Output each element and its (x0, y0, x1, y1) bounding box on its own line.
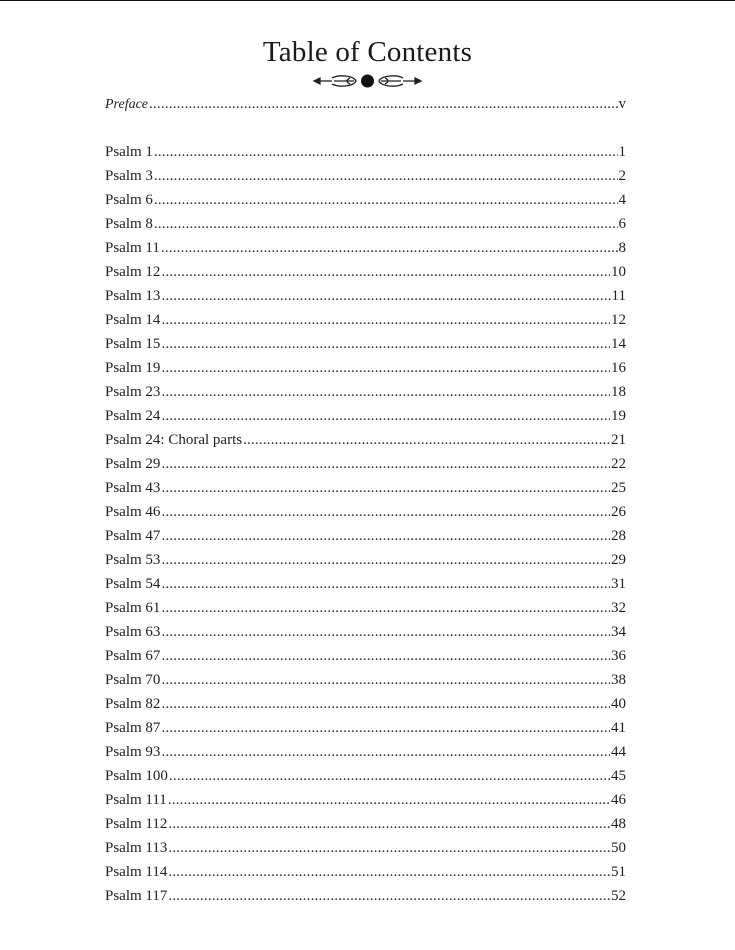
toc-entry[interactable] (105, 164, 626, 188)
toc-entry[interactable] (105, 644, 626, 668)
table-of-contents (105, 92, 626, 908)
dot-leader (154, 212, 618, 236)
dot-leader (161, 476, 610, 500)
toc-entry[interactable] (105, 692, 626, 716)
toc-page-number: 48 (611, 816, 626, 832)
toc-page-number: 2 (618, 168, 626, 184)
toc-page-number: 18 (611, 384, 626, 400)
toc-page-number: 50 (611, 840, 626, 856)
toc-page-number: 29 (611, 552, 626, 568)
toc-entry-label: Psalm 67 (105, 648, 161, 664)
toc-entry-label: Psalm 24 (105, 408, 161, 424)
toc-entry[interactable] (105, 620, 626, 644)
toc-page-number: 34 (611, 624, 626, 640)
toc-entry[interactable] (105, 596, 626, 620)
toc-entry-label: Psalm 11 (105, 240, 160, 256)
toc-entry-label: Psalm 14 (105, 312, 161, 328)
toc-entry-label: Psalm 111 (105, 792, 167, 808)
toc-entry-label: Psalm 114 (105, 864, 168, 880)
toc-page-number: 14 (611, 336, 626, 352)
dot-leader (168, 884, 610, 908)
toc-entry[interactable] (105, 260, 626, 284)
toc-page-number: 16 (611, 360, 626, 376)
toc-entry[interactable] (105, 308, 626, 332)
dot-leader (168, 788, 610, 812)
toc-entry[interactable] (105, 236, 626, 260)
section-gap (105, 116, 626, 140)
toc-page-number: 40 (611, 696, 626, 712)
toc-entry-label: Psalm 70 (105, 672, 161, 688)
toc-entry-label: Psalm 12 (105, 264, 161, 280)
dot-leader (154, 188, 618, 212)
toc-entry[interactable] (105, 476, 626, 500)
toc-page-number: 38 (611, 672, 626, 688)
dot-leader (161, 284, 610, 308)
toc-entry[interactable] (105, 452, 626, 476)
toc-entry[interactable] (105, 836, 626, 860)
dot-leader (154, 140, 618, 164)
page-title: Table of Contents (262, 36, 473, 68)
toc-page-number: 22 (611, 456, 626, 472)
toc-entry[interactable] (105, 428, 626, 452)
toc-entry-label: Psalm 8 (105, 216, 153, 232)
dot-leader (161, 404, 610, 428)
dot-leader (161, 236, 618, 260)
toc-entry-label: Psalm 24: Choral parts (105, 432, 243, 448)
toc-page-number: 45 (611, 768, 626, 784)
toc-entry[interactable] (105, 884, 626, 908)
toc-page-number: 31 (611, 576, 626, 592)
dot-leader (161, 668, 610, 692)
toc-page-number: 44 (611, 744, 626, 760)
toc-page-number: 1 (618, 144, 626, 160)
toc-page-number: 26 (611, 504, 626, 520)
dot-leader (161, 500, 610, 524)
page-top-border (0, 0, 735, 1)
toc-page-number: 41 (611, 720, 626, 736)
toc-entry[interactable] (105, 572, 626, 596)
toc-page-number: 36 (611, 648, 626, 664)
dot-leader (161, 740, 610, 764)
toc-page-number: 21 (611, 432, 626, 448)
dot-leader (243, 428, 610, 452)
toc-entry-label: Psalm 29 (105, 456, 161, 472)
dot-leader (168, 812, 610, 836)
toc-page-number: 52 (611, 888, 626, 904)
toc-entry-label: Psalm 100 (105, 768, 168, 784)
toc-entry-label: Psalm 53 (105, 552, 161, 568)
toc-entry-label: Psalm 6 (105, 192, 153, 208)
toc-entry-label: Psalm 117 (105, 888, 168, 904)
toc-entry[interactable] (105, 788, 626, 812)
toc-page-number: 25 (611, 480, 626, 496)
toc-entry[interactable] (105, 140, 626, 164)
toc-entry[interactable] (105, 332, 626, 356)
toc-entry[interactable] (105, 548, 626, 572)
toc-entry[interactable] (105, 764, 626, 788)
toc-entry[interactable] (105, 284, 626, 308)
dot-leader (161, 596, 610, 620)
dot-leader (161, 524, 610, 548)
toc-page-number: 12 (611, 312, 626, 328)
toc-entry-label: Psalm 54 (105, 576, 161, 592)
dot-leader (161, 260, 610, 284)
toc-entry-label: Psalm 87 (105, 720, 161, 736)
toc-page-number: 4 (618, 192, 626, 208)
toc-entry-label: Psalm 15 (105, 336, 161, 352)
toc-entry-label: Psalm 46 (105, 504, 161, 520)
toc-entry-label: Psalm 113 (105, 840, 168, 856)
toc-entry-label: Psalm 1 (105, 144, 153, 160)
dot-leader (169, 764, 610, 788)
toc-entry-label: Psalm 61 (105, 600, 161, 616)
dot-leader (154, 164, 618, 188)
dot-leader (161, 644, 610, 668)
scroll-divider-ornament-icon (310, 72, 425, 90)
toc-page-number: 11 (611, 288, 626, 304)
dot-leader (161, 692, 610, 716)
toc-entry-label: Psalm 47 (105, 528, 161, 544)
toc-page-number: 10 (611, 264, 626, 280)
dot-leader (161, 356, 610, 380)
toc-entry-preface[interactable] (105, 92, 626, 116)
toc-entry-label: Psalm 23 (105, 384, 161, 400)
dot-leader (161, 308, 610, 332)
dot-leader (149, 92, 617, 116)
toc-entry[interactable] (105, 716, 626, 740)
dot-leader (161, 380, 610, 404)
dot-leader (161, 548, 610, 572)
toc-page-number: 19 (611, 408, 626, 424)
toc-entry[interactable] (105, 500, 626, 524)
dot-leader (161, 716, 610, 740)
toc-entry[interactable] (105, 380, 626, 404)
toc-page-number: v (618, 96, 626, 112)
toc-entry[interactable] (105, 668, 626, 692)
toc-entry[interactable] (105, 524, 626, 548)
toc-entry-list (105, 140, 626, 908)
toc-entry[interactable] (105, 356, 626, 380)
toc-page-number: 6 (618, 216, 626, 232)
dot-leader (161, 332, 610, 356)
dot-leader (168, 836, 610, 860)
toc-entry-label: Psalm 112 (105, 816, 168, 832)
toc-entry[interactable] (105, 740, 626, 764)
toc-entry-label: Psalm 82 (105, 696, 161, 712)
toc-entry[interactable] (105, 404, 626, 428)
dot-leader (161, 620, 610, 644)
toc-entry-label: Psalm 19 (105, 360, 161, 376)
toc-entry[interactable] (105, 212, 626, 236)
dot-leader (161, 572, 610, 596)
toc-entry-label: Psalm 43 (105, 480, 161, 496)
toc-page-number: 51 (611, 864, 626, 880)
toc-page-number: 32 (611, 600, 626, 616)
toc-entry[interactable] (105, 188, 626, 212)
toc-page-number: 8 (618, 240, 626, 256)
toc-page-number: 28 (611, 528, 626, 544)
dot-leader (168, 860, 610, 884)
toc-page-number: 46 (611, 792, 626, 808)
toc-entry-label: Psalm 63 (105, 624, 161, 640)
toc-entry-label: Preface (105, 97, 149, 112)
toc-entry[interactable] (105, 812, 626, 836)
toc-entry-label: Psalm 93 (105, 744, 161, 760)
toc-entry-label: Psalm 13 (105, 288, 161, 304)
toc-entry-label: Psalm 3 (105, 168, 153, 184)
dot-leader (161, 452, 610, 476)
toc-entry[interactable] (105, 860, 626, 884)
